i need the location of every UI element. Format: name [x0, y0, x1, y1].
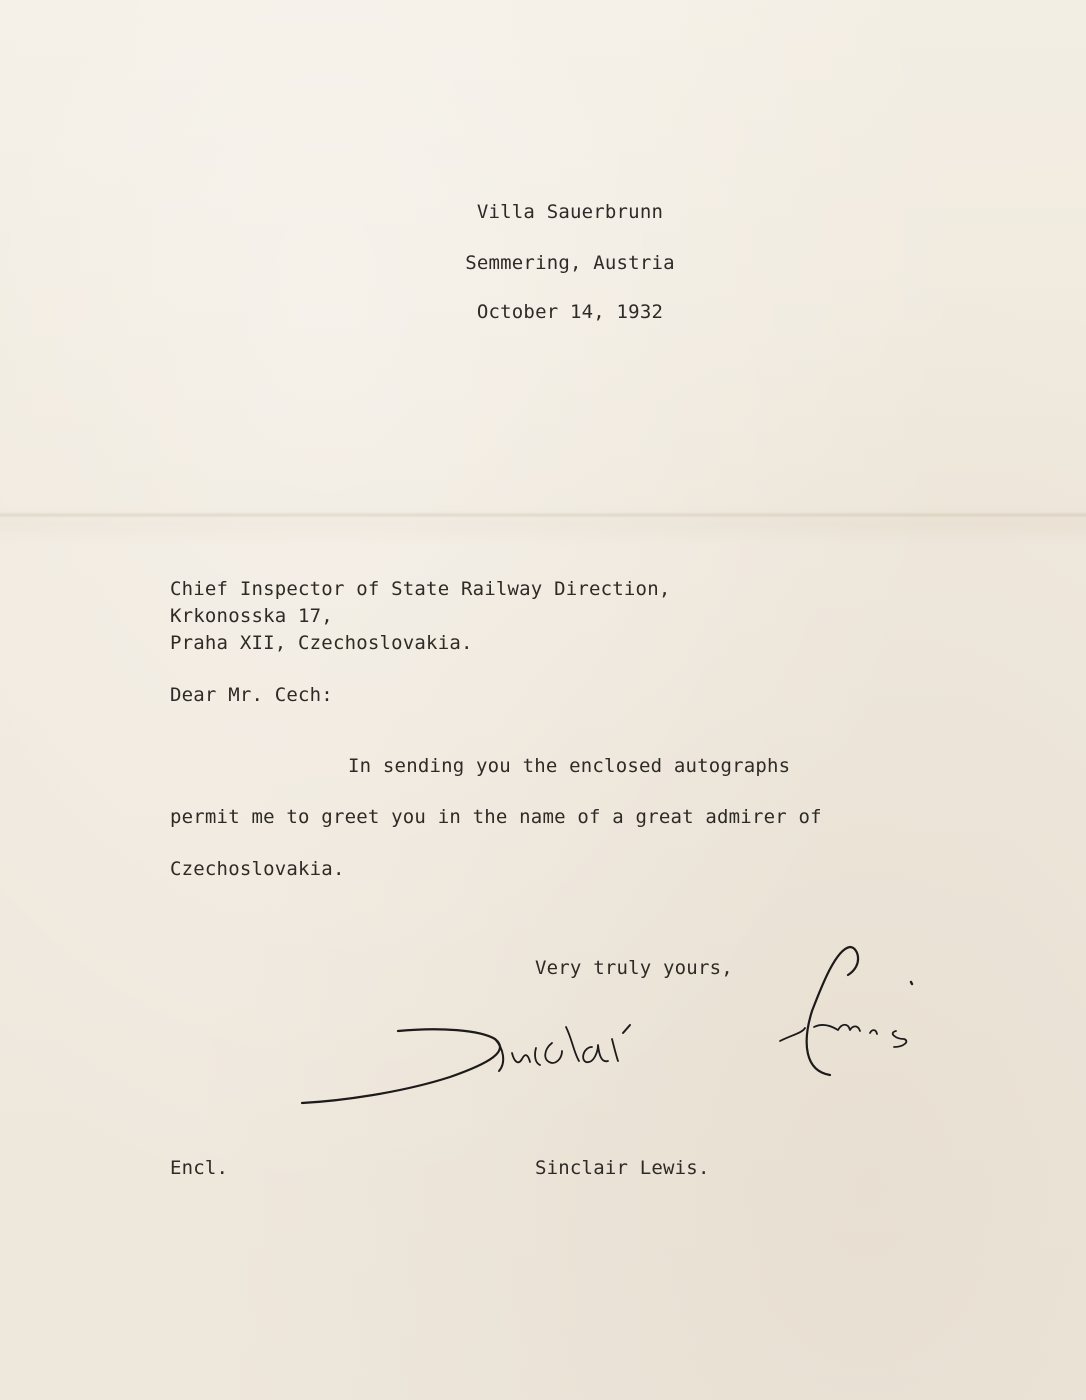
paper-fold — [0, 512, 1086, 518]
heading-place: Villa Sauerbrunn — [476, 201, 664, 223]
recipient-line-1: Chief Inspector of State Railway Direction, — [170, 578, 671, 600]
salutation: Dear Mr. Cech: — [170, 684, 333, 706]
heading-date: October 14, 1932 — [476, 301, 664, 323]
enclosure-note: Encl. — [170, 1157, 229, 1179]
handwritten-signature — [290, 935, 940, 1115]
recipient-line-2: Krkonosska 17, — [170, 605, 333, 627]
recipient-line-3: Praha XII, Czechoslovakia. — [170, 632, 473, 654]
typed-signature: Sinclair Lewis. — [535, 1157, 710, 1179]
body-line-2: permit me to greet you in the name of a great admirer of — [170, 806, 822, 828]
closing: Very truly yours, — [535, 957, 733, 979]
body-line-1: In sending you the enclosed autographs — [348, 755, 791, 777]
heading-location: Semmering, Austria — [465, 252, 675, 274]
body-line-3: Czechoslovakia. — [170, 858, 345, 880]
